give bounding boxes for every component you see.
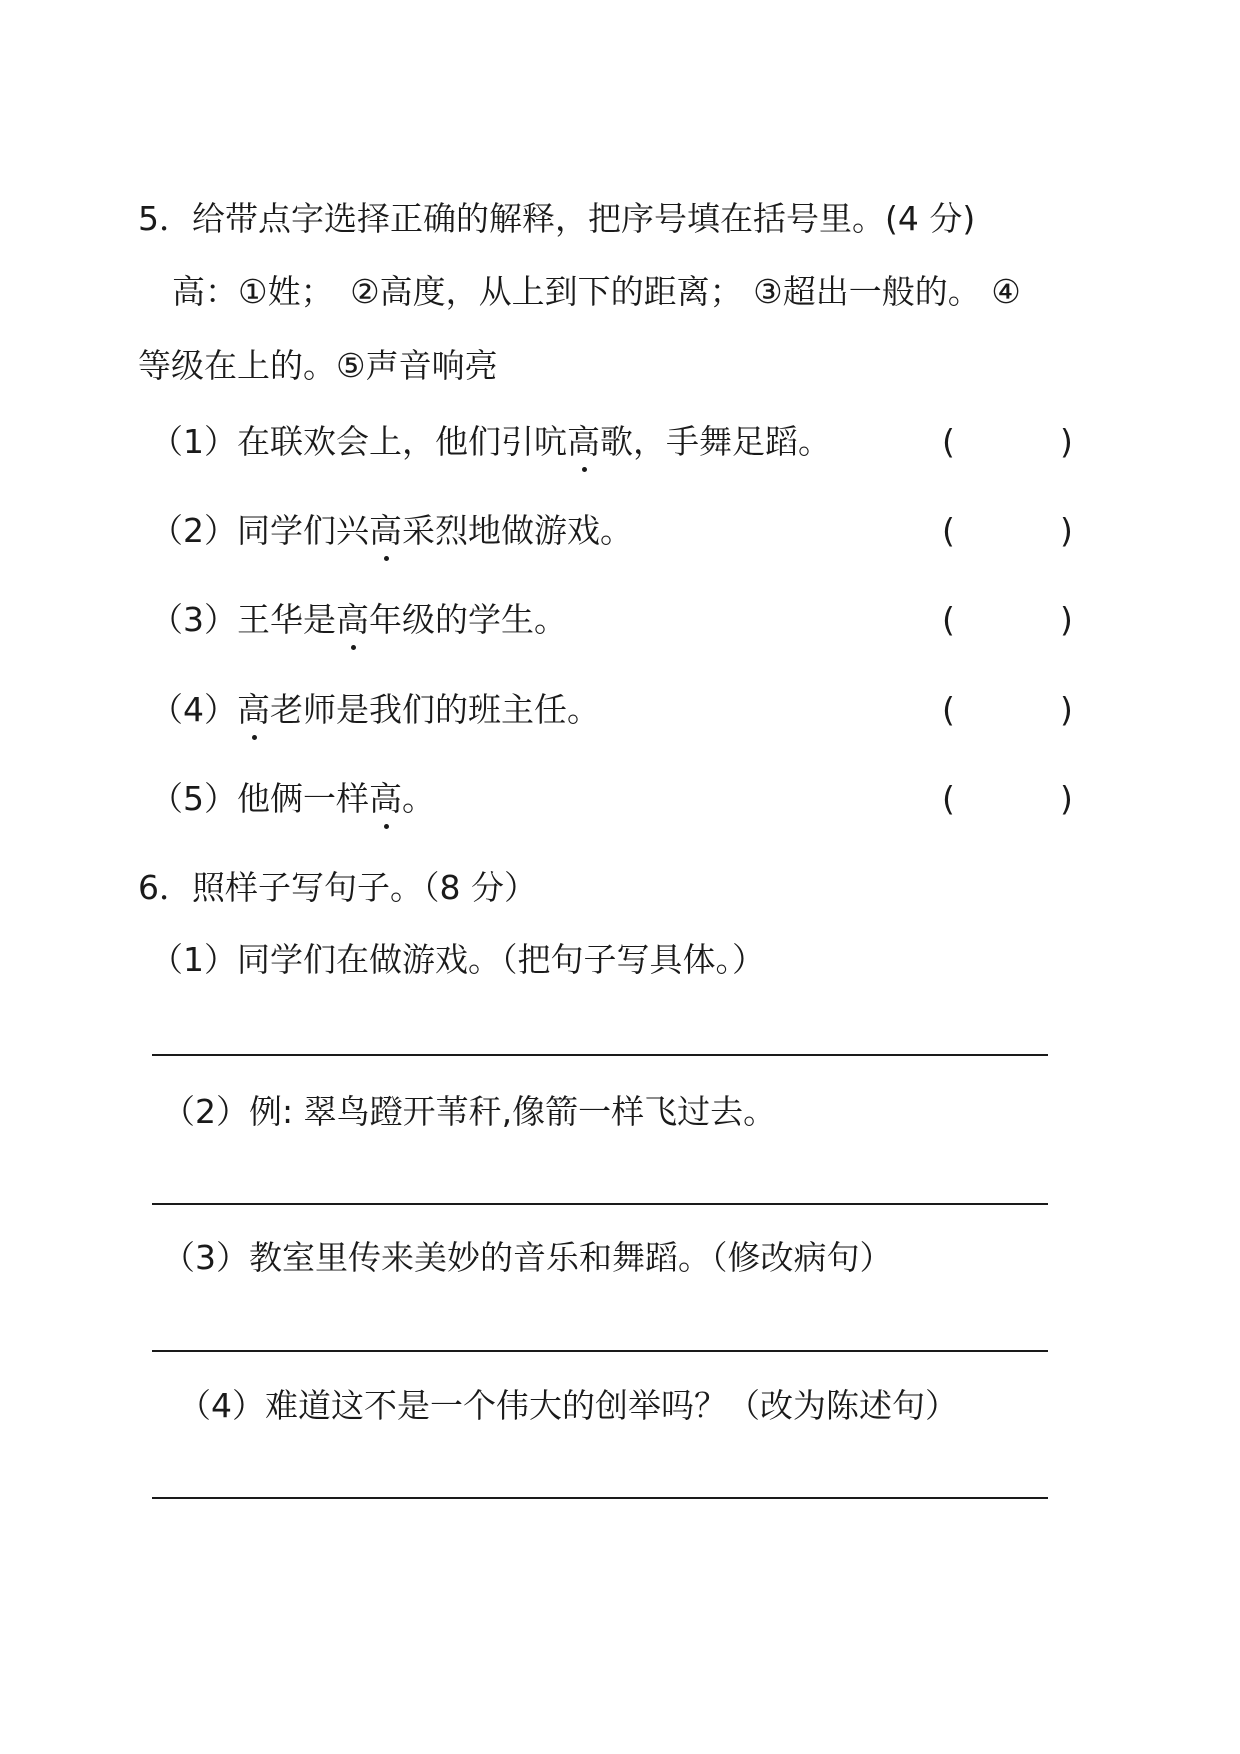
item-number: （3） — [150, 600, 237, 639]
q6-item-3: （3）教室里传来美妙的音乐和舞蹈。（修改病句） — [162, 1238, 893, 1277]
answer-paren-close-1: ) — [1060, 422, 1073, 461]
q5-definitions-line1: 高：①姓； ②高度，从上到下的距离； ③超出一般的。 ④ — [172, 272, 1021, 311]
answer-paren-open-2: ( — [942, 511, 955, 550]
item-text-before: 他俩一样 — [237, 779, 369, 818]
q5-item-3 — [150, 598, 567, 642]
dotted-char: 高 — [369, 777, 402, 821]
answer-line-1[interactable] — [152, 1054, 1048, 1056]
q5-item-2 — [150, 509, 633, 553]
answer-paren-close-2: ) — [1060, 511, 1073, 550]
q6-title: 6．照样子写句子。（8 分） — [138, 868, 537, 907]
answer-line-2[interactable] — [152, 1203, 1048, 1205]
item-text-before: 同学们兴 — [237, 511, 369, 550]
item-text-after: 歌，手舞足蹈。 — [600, 422, 831, 461]
q6-item-4: （4）难道这不是一个伟大的创举吗？（改为陈述句） — [178, 1386, 958, 1425]
item-text-after: 年级的学生。 — [369, 600, 567, 639]
q5-item-1 — [150, 420, 831, 464]
item-text-after: 。 — [402, 779, 435, 818]
answer-paren-close-4: ) — [1060, 690, 1073, 729]
dotted-char: 高 — [237, 688, 270, 732]
item-text-before: 在联欢会上，他们引吭 — [237, 422, 567, 461]
answer-paren-close-3: ) — [1060, 600, 1073, 639]
q6-item-2: （2）例: 翠鸟蹬开苇秆,像箭一样飞过去。 — [162, 1092, 777, 1131]
item-number: （4） — [150, 690, 237, 729]
answer-paren-open-4: ( — [942, 690, 955, 729]
item-text-after: 采烈地做游戏。 — [402, 511, 633, 550]
item-number: （1） — [150, 422, 237, 461]
dotted-char: 高 — [567, 420, 600, 464]
answer-line-4[interactable] — [152, 1497, 1048, 1499]
dotted-char: 高 — [336, 598, 369, 642]
item-number: （2） — [150, 511, 237, 550]
answer-paren-open-1: ( — [942, 422, 955, 461]
q5-item-5 — [150, 777, 435, 821]
answer-paren-open-3: ( — [942, 600, 955, 639]
q5-title: 5．给带点字选择正确的解释，把序号填在括号里。(4 分) — [138, 199, 976, 238]
q5-item-4 — [150, 688, 600, 732]
q5-definitions-line2: 等级在上的。⑤声音响亮 — [138, 346, 498, 385]
item-text-after: 老师是我们的班主任。 — [270, 690, 600, 729]
dotted-char: 高 — [369, 509, 402, 553]
item-text-before: 王华是 — [237, 600, 336, 639]
q6-item-1: （1）同学们在做游戏。（把句子写具体。） — [150, 940, 765, 979]
answer-paren-open-5: ( — [942, 779, 955, 818]
answer-line-3[interactable] — [152, 1350, 1048, 1352]
answer-paren-close-5: ) — [1060, 779, 1073, 818]
item-number: （5） — [150, 779, 237, 818]
